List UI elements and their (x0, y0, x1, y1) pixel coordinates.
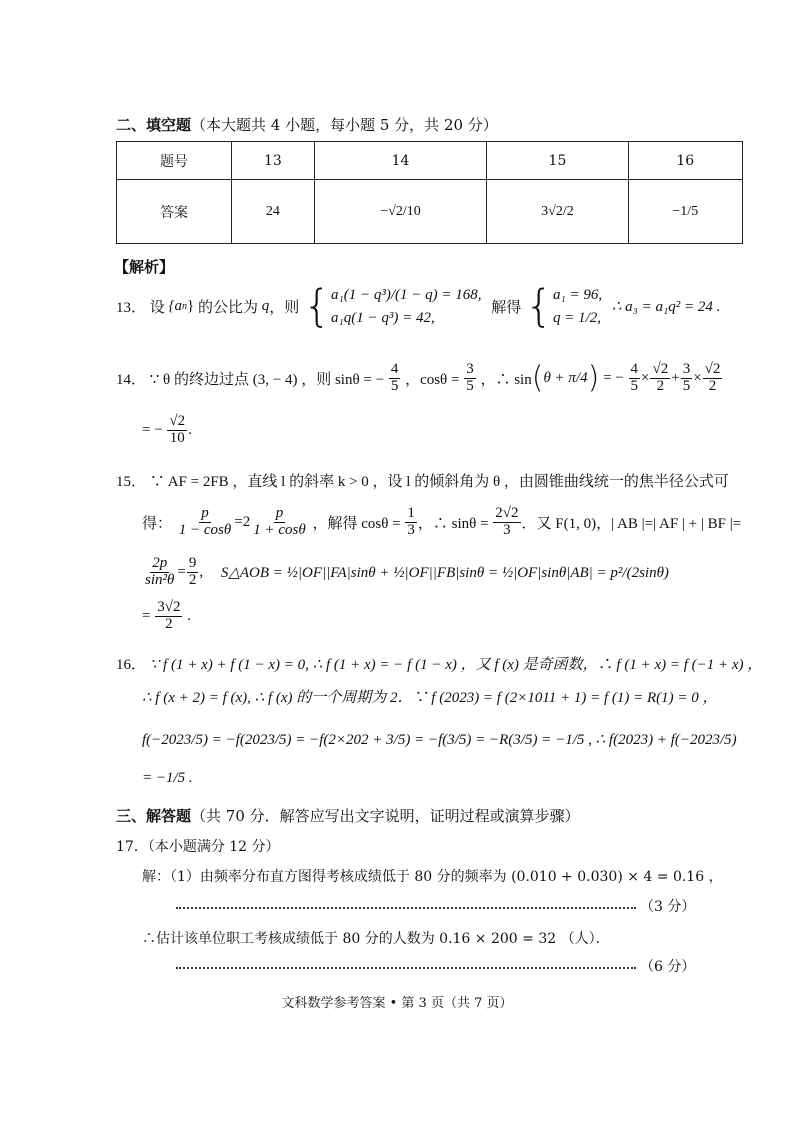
answer-16 (628, 180, 742, 244)
denominator: 1 − cosθ (178, 521, 232, 538)
numerator: p (275, 505, 284, 521)
numerator: 2√2 (495, 505, 519, 521)
denominator: 1 + cosθ (253, 521, 306, 538)
q15-solution-line1 (116, 470, 729, 491)
q16-text: ∴ f (x + 2) = f (x), ∴ f (x) 的一个周期为 2．∵ f (2023) = f (2×1011 + 1) = f (1) = R(1) = 0 ， (142, 690, 718, 706)
numerator: √2 (704, 361, 721, 377)
q15-text: 得： (142, 515, 173, 532)
answer-15-value: 3√2/2 (541, 203, 574, 219)
fraction (177, 506, 234, 539)
fraction (405, 506, 417, 539)
q13-text: 的公比为 (197, 300, 258, 316)
eq: = (234, 513, 243, 530)
denominator: 5 (630, 377, 639, 394)
analysis-title: 【解析】 (114, 258, 175, 276)
q15-text: ．又 F(1, 0)，| AB |=| AF | + | BF |= (521, 515, 742, 532)
q13-ratio: q (261, 298, 270, 314)
leader-dots (176, 907, 636, 909)
q13-solution-system (553, 284, 602, 329)
q14-solution-line1 (116, 362, 723, 395)
q15-text: = (142, 607, 151, 624)
period: . (188, 421, 192, 438)
q15-text: ，解得 cosθ = (312, 515, 401, 532)
denominator: 2 (656, 377, 665, 394)
denominator: 2 (165, 615, 173, 632)
denominator: sin²θ (145, 571, 175, 588)
answer-14 (314, 180, 487, 244)
fraction (464, 362, 476, 395)
header-cell: 16 (628, 142, 742, 180)
numerator: 3√2 (157, 599, 181, 615)
numerator: 4 (630, 361, 639, 377)
q17-line1 (142, 866, 723, 886)
q17-number: 17． (116, 839, 148, 855)
section-3-title (116, 805, 580, 826)
q17-header (116, 836, 280, 856)
times: × (693, 369, 702, 386)
fraction (650, 362, 670, 395)
numerator: 4 (390, 361, 399, 377)
section-2-title (116, 114, 498, 135)
q15-solution-line3 (142, 556, 669, 589)
eq: = (177, 563, 186, 580)
fraction (251, 506, 308, 539)
score-3: （3 分） (640, 899, 696, 915)
answer-14-value: −√2/10 (380, 203, 421, 219)
numerator: p (201, 505, 209, 521)
q15-text: ∵ AF = 2FB ，直线 l 的斜率 k > 0 ，设 l 的倾斜角为 θ ，由圆锥曲线统一的焦半径公式可 (149, 474, 729, 490)
q16-solution-line1 (116, 653, 762, 674)
answer-table (116, 141, 743, 244)
section-3-heading: 三、解答题 (116, 807, 192, 825)
answer-16-value: −1/5 (672, 203, 699, 219)
q17-title: （本小题满分 12 分） (147, 839, 280, 855)
q13-number: 13． (116, 300, 147, 316)
numerator: 9 (188, 555, 197, 571)
numerator: √2 (169, 413, 186, 429)
denominator: 5 (682, 377, 691, 394)
section-2-heading: 二、填空题 (116, 116, 192, 134)
q16-solution-line2 (142, 686, 718, 707)
q13-subscript: n (182, 301, 188, 312)
q13-solution-brace: { (525, 280, 554, 332)
q17-text: 解：（1）由频率分布直方图得考核成绩低于 80 分的频率为 (0.010 + 0.030) × 4 = 0.16 ， (142, 869, 723, 885)
numerator: √2 (652, 361, 669, 377)
q13-text: 设 (149, 300, 165, 316)
q16-number: 16． (116, 657, 147, 673)
numerator: 3 (682, 361, 691, 377)
q13-system (331, 284, 481, 329)
q13-sequence: {a (168, 298, 183, 314)
q14-text: ，∴ sin (480, 371, 532, 388)
q14-arg: θ + π/4 (543, 369, 588, 386)
q15-text: ，∴ sinθ = (417, 515, 489, 532)
fraction (143, 556, 176, 589)
header-cell: 13 (232, 142, 315, 180)
fraction (703, 362, 723, 395)
q13-sol1: a₁ = 96, (553, 287, 603, 303)
page-footer: 文科数学参考答案 • 第 3 页（共 7 页） (281, 996, 513, 1011)
answer-label: 答案 (117, 180, 232, 244)
table-header-row (117, 142, 743, 180)
q13-sol2: q = 1/2, (553, 309, 602, 326)
q16-text: f(−2023/5) = −f(2023/5) = −f(2×202 + 3/5) = −f(3/5) = −R(3/5) = −1/5 , ∴ f(2023) + f(−2023/5) (142, 732, 737, 748)
fraction (681, 362, 693, 395)
q13-brace: } (187, 298, 195, 314)
q13-solution (116, 280, 721, 332)
denominator: 3 (407, 521, 415, 538)
fraction (493, 506, 520, 539)
paren: ( (531, 360, 544, 396)
q13-system-brace: { (303, 280, 332, 332)
denominator: 2 (708, 377, 717, 394)
q14-text: = − (142, 421, 163, 438)
fraction (629, 362, 641, 395)
q13-text: ，则 (269, 300, 300, 316)
denominator: 10 (169, 429, 185, 446)
numerator: 2p (152, 555, 168, 571)
numerator: 1 (407, 505, 415, 521)
plus: + (671, 369, 680, 386)
q14-text: ∵ θ 的终边过点 (3, − 4) ，则 sinθ = − (149, 371, 385, 388)
fraction (389, 362, 401, 395)
denominator: 5 (466, 377, 474, 394)
q14-eq: = − (603, 369, 624, 386)
denominator: 5 (390, 377, 399, 394)
period: . (183, 607, 191, 624)
paren: ) (587, 360, 600, 396)
answer-15 (487, 180, 628, 244)
q13-text: 解得 (491, 300, 522, 316)
header-cell: 14 (314, 142, 487, 180)
q13-result: ∴ a₃ = a₁q² = 24 . (611, 299, 721, 315)
denominator: 2 (188, 571, 197, 588)
header-label: 题号 (117, 142, 232, 180)
denominator: 3 (503, 521, 511, 538)
q15-solution-line2 (142, 506, 741, 539)
q13-eq1: a₁(1 − q³)/(1 − q) = 168, (331, 287, 482, 303)
q17-text: ∴估计该单位职工考核成绩低于 80 分的人数为 0.16 × 200 = 32 （人）． (142, 931, 610, 947)
times: × (641, 369, 650, 386)
q14-number: 14． (116, 371, 147, 388)
q15-area-formula: S△AOB = ½|OF||FA|sinθ + ½|OF||FB|sinθ = ½|OF|sinθ|AB| = p²/(2sinθ) (220, 564, 669, 581)
score-6: （6 分） (640, 959, 696, 975)
q16-solution-line3 (142, 730, 737, 749)
q15-number: 15． (116, 474, 147, 490)
q16-text: ∵ f (1 + x) + f (1 − x) = 0, ∴ f (1 + x) = − f (1 − x) ，又 f (x) 是奇函数，∴ f (1 + x) = f (−1 + x) ， (149, 657, 763, 673)
q16-text: = −1/5 . (142, 770, 193, 786)
q13-eq2: a₁q(1 − q³) = 42, (331, 309, 435, 326)
q15-solution-line4 (142, 600, 191, 633)
q16-solution-line4 (142, 770, 193, 787)
coef: 2 (242, 513, 251, 530)
numerator: 3 (466, 361, 474, 377)
leader-dots (176, 967, 636, 969)
comma: , (199, 563, 204, 580)
section-2-note: （本大题共 4 小题，每小题 5 分，共 20 分） (191, 116, 498, 134)
header-cell: 15 (487, 142, 628, 180)
fraction (155, 600, 182, 633)
q17-line2 (142, 928, 610, 948)
fraction (187, 556, 199, 589)
fraction (167, 414, 187, 447)
q14-text: ，cosθ = (405, 371, 460, 388)
section-3-note: （共 70 分．解答应写出文字说明，证明过程或演算步骤） (191, 807, 580, 825)
table-answer-row (117, 180, 743, 244)
answer-13: 24 (232, 180, 315, 244)
q14-solution-line2 (142, 414, 192, 447)
